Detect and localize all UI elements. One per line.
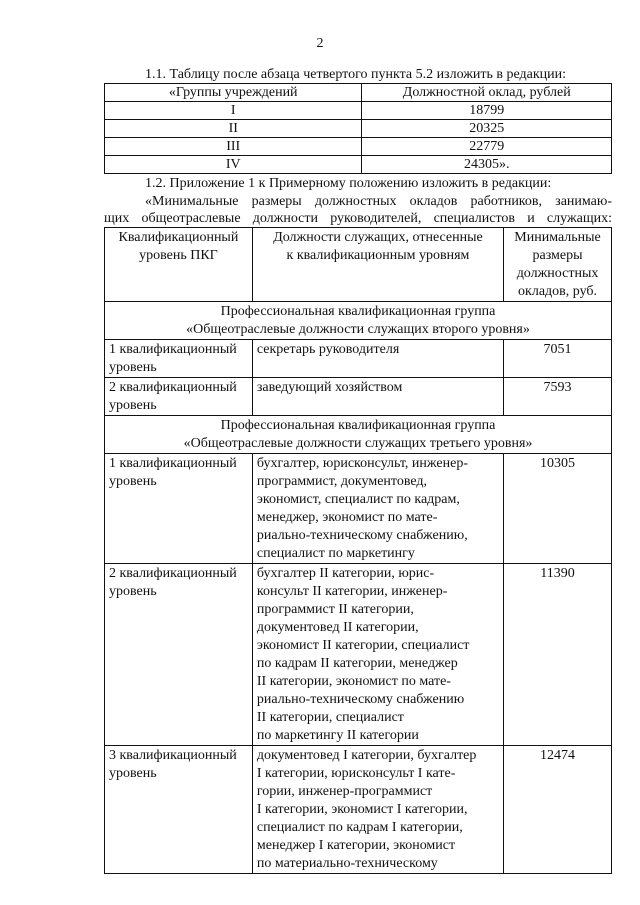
level-cell: [105, 746, 253, 874]
header-text: должностных: [516, 266, 599, 281]
table-row: [105, 746, 612, 874]
positions-cell: [252, 564, 503, 746]
position-text: экономист, специалист по кадрам,: [256, 492, 460, 507]
header-text: Должности служащих, отнесенные: [273, 230, 483, 245]
group-title-text: «Общеотраслевые должности служащих второго уровня»: [186, 322, 530, 337]
position-text: консульт II категории, инженер-: [256, 584, 448, 599]
salary-cell: 7051: [504, 340, 612, 378]
table-header-row: [105, 228, 612, 302]
position-text: специалист по маркетингу: [256, 546, 415, 561]
position-text: документовед II категории,: [256, 620, 419, 635]
level-text: 2 квалификационный: [109, 380, 237, 395]
position-text: по материально-техническому: [256, 856, 438, 871]
page-number: 2: [316, 36, 324, 51]
table-row: [105, 102, 612, 120]
level-cell: [105, 378, 253, 416]
salary-groups-table: [104, 83, 612, 174]
level-text: уровень: [109, 766, 157, 781]
level-text: 1 квалификационный: [109, 456, 237, 471]
table-row: [105, 138, 612, 156]
position-text: II категории, специалист: [256, 710, 404, 725]
salary-cell: 22779: [362, 138, 612, 156]
item-1-2-text: 1.2. Приложение 1 к Примерному положению изложить в редакции:: [145, 176, 552, 191]
group-cell: II: [105, 120, 362, 138]
header-cell-level: [105, 228, 253, 302]
header-cell-salary: [504, 228, 612, 302]
item-1-1-text: 1.1. Таблицу после абзаца четвертого пункта 5.2 изложить в редакции:: [145, 67, 567, 82]
header-text: Квалификационный: [118, 230, 239, 245]
positions-cell: [252, 340, 503, 378]
level-cell: [105, 454, 253, 564]
group-title-text: «Общеотраслевые должности служащих третьего уровня»: [183, 436, 533, 451]
positions-cell: [252, 746, 503, 874]
group-title-third-level: [105, 416, 612, 454]
header-text: размеры: [532, 248, 583, 263]
level-text: 1 квалификационный: [109, 342, 237, 357]
position-text: по кадрам II категории, менеджер: [256, 656, 458, 671]
table-row: [105, 378, 612, 416]
position-text: риально-техническому снабжению: [256, 692, 465, 707]
header-cell-positions: [252, 228, 503, 302]
group-title-second-level: [105, 302, 612, 340]
salary-cell: 7593: [504, 378, 612, 416]
position-text: I категории, юрисконсульт I кате-: [256, 766, 456, 781]
header-text: окладов, руб.: [518, 284, 598, 299]
group-title-row: [105, 302, 612, 340]
salary-cell: 10305: [504, 454, 612, 564]
header-cell-salary: Должностной оклад, рублей: [362, 84, 612, 102]
level-text: 2 квалификационный: [109, 566, 237, 581]
level-cell: [105, 564, 253, 746]
group-cell: IV: [105, 156, 362, 174]
position-text: заведующий хозяйством: [256, 380, 403, 395]
position-text: специалист по кадрам I категории,: [256, 820, 463, 835]
level-text: уровень: [109, 398, 157, 413]
position-text: программист, документовед,: [256, 474, 428, 489]
position-text: документовед I категории, бухгалтер: [256, 748, 477, 763]
table-header-row: [105, 84, 612, 102]
position-text: бухгалтер II категории, юрис-: [256, 566, 435, 581]
positions-cell: [252, 378, 503, 416]
position-text: менеджер, экономист по мате-: [256, 510, 438, 525]
table-row: [105, 340, 612, 378]
header-text: Минимальные: [514, 230, 601, 245]
table-row: [105, 564, 612, 746]
position-text: программист II категории,: [256, 602, 414, 617]
position-text: секретарь руководителя: [256, 342, 400, 357]
header-text: уровень ПКГ: [139, 248, 218, 263]
group-title-row: [105, 416, 612, 454]
intro-line-1: «Минимальные размеры должностных окладов работников, занимаю-: [145, 194, 612, 209]
salary-cell: 18799: [362, 102, 612, 120]
table-row: [105, 120, 612, 138]
position-text: гории, инженер-программист: [256, 784, 433, 799]
header-text: к квалификационным уровням: [286, 248, 470, 263]
salary-cell: 12474: [504, 746, 612, 874]
position-text: экономист II категории, специалист: [256, 638, 470, 653]
level-text: уровень: [109, 474, 157, 489]
position-text: II категории, экономист по мате-: [256, 674, 451, 689]
level-text: уровень: [109, 584, 157, 599]
group-cell: I: [105, 102, 362, 120]
salary-levels-table: [104, 227, 612, 874]
table-row: [105, 156, 612, 174]
position-text: менеджер I категории, экономист: [256, 838, 456, 853]
positions-cell: [252, 454, 503, 564]
salary-cell: 11390: [504, 564, 612, 746]
salary-cell: 20325: [362, 120, 612, 138]
level-text: уровень: [109, 360, 157, 375]
group-cell: III: [105, 138, 362, 156]
level-text: 3 квалификационный: [109, 748, 237, 763]
header-cell-groups: «Группы учреждений: [105, 84, 362, 102]
group-title-text: Профессиональная квалификационная группа: [220, 418, 496, 433]
position-text: риально-техническому снабжению,: [256, 528, 468, 543]
level-cell: [105, 340, 253, 378]
position-text: I категории, экономист I категории,: [256, 802, 468, 817]
group-title-text: Профессиональная квалификационная группа: [220, 304, 496, 319]
intro-line-2: щих общеотраслевые должности руководителей, специалистов и служащих:: [104, 211, 612, 226]
table-row: [105, 454, 612, 564]
salary-cell: 24305».: [362, 156, 612, 174]
position-text: по маркетингу II категории: [256, 728, 419, 743]
position-text: бухгалтер, юрисконсульт, инженер-: [256, 456, 468, 471]
